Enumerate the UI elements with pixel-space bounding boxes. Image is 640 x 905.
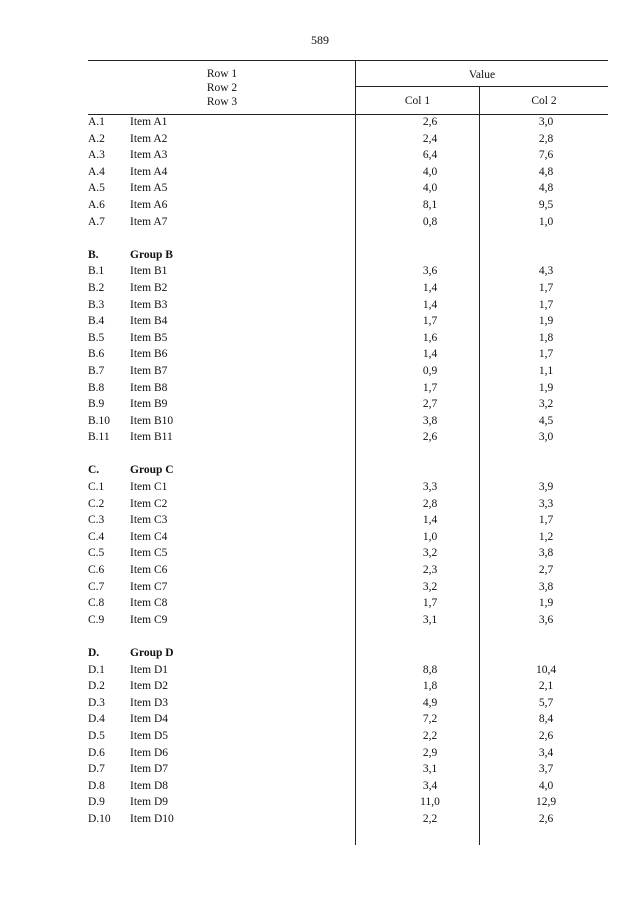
row-name: Item C2 (130, 497, 168, 510)
value-2020: 2,8 (538, 132, 554, 145)
table-row (88, 529, 608, 546)
row-number: C.1 (88, 481, 105, 494)
value-2020: 1,7 (538, 298, 554, 311)
value-2020: 1,7 (538, 514, 554, 527)
header-name-line-1: Row 1 (206, 68, 238, 80)
section-spacer (88, 230, 608, 247)
row-name: Item D2 (130, 680, 169, 693)
section-title: Group C (130, 464, 174, 477)
table-row (88, 114, 608, 131)
row-number: C.9 (88, 613, 105, 626)
row-number: D.2 (88, 680, 105, 693)
value-2019: 8,1 (422, 198, 438, 211)
value-2019: 2,6 (422, 116, 438, 128)
table-row (88, 396, 608, 413)
row-number: B.2 (88, 281, 105, 294)
row-name: Item B6 (130, 348, 168, 361)
row-name: Item D6 (130, 746, 169, 759)
table-row (88, 745, 608, 762)
value-2020: 1,7 (538, 281, 554, 294)
value-2020: 3,9 (538, 481, 554, 494)
value-2020: 3,7 (538, 763, 554, 776)
row-number: C.3 (88, 514, 105, 527)
table-row (88, 363, 608, 380)
value-2020: 1,7 (538, 348, 554, 361)
section-number: B. (88, 248, 99, 261)
value-2020: 8,4 (538, 713, 554, 726)
table-row (88, 695, 608, 712)
row-name: Item D7 (130, 763, 169, 776)
value-2020: 2,1 (538, 680, 554, 693)
table-row (88, 131, 608, 148)
table-row (88, 180, 608, 197)
row-name: Item B11 (130, 431, 173, 444)
row-number: B.5 (88, 331, 105, 344)
row-number: B.6 (88, 348, 105, 361)
header-name-line-2: Row 2 (206, 82, 238, 94)
value-2019: 1,7 (422, 315, 438, 328)
table-row (88, 346, 608, 363)
value-2020: 4,5 (538, 414, 554, 427)
section-heading (88, 645, 608, 662)
row-number: D.3 (88, 696, 105, 709)
row-number: C.8 (88, 597, 105, 610)
row-name: Item C7 (130, 580, 168, 593)
row-name: Item C3 (130, 514, 168, 527)
table-row (88, 811, 608, 828)
value-2020: 5,7 (538, 696, 554, 709)
value-2019: 2,8 (422, 497, 438, 510)
table-row (88, 545, 608, 562)
table-row (88, 512, 608, 529)
header-sum-label: Value (468, 69, 496, 81)
value-2019: 2,2 (422, 812, 438, 825)
row-number: D.7 (88, 763, 105, 776)
page-number: 589 (311, 33, 329, 47)
row-name: Item D10 (130, 812, 174, 825)
table-row (88, 761, 608, 778)
value-2020: 4,0 (538, 779, 554, 792)
table-row (88, 297, 608, 314)
row-name: Item A4 (130, 165, 168, 178)
value-2019: 0,8 (422, 215, 438, 228)
value-2020: 1,8 (538, 331, 554, 344)
row-number: D.10 (88, 812, 111, 825)
value-2019: 4,9 (422, 696, 438, 709)
section-number: D. (88, 647, 100, 659)
row-name: Item C1 (130, 481, 168, 494)
value-2019: 3,3 (422, 481, 438, 494)
table-body (88, 114, 608, 828)
row-number: C.4 (88, 530, 105, 543)
row-name: Item B10 (130, 414, 174, 427)
row-name: Item C5 (130, 547, 168, 560)
table-row (88, 678, 608, 695)
row-number: B.4 (88, 315, 105, 328)
value-2020: 3,8 (538, 547, 554, 560)
row-number: A.7 (88, 215, 105, 228)
value-2020: 3,0 (538, 116, 554, 128)
table-row (88, 662, 608, 679)
row-number: A.6 (88, 198, 105, 211)
row-name: Item C8 (130, 597, 168, 610)
row-number: B.8 (88, 381, 105, 394)
value-2020: 3,4 (538, 746, 554, 759)
value-2019: 3,2 (422, 580, 438, 593)
value-2019: 2,9 (422, 746, 438, 759)
value-2020: 1,9 (538, 597, 554, 610)
value-2020: 12,9 (535, 796, 557, 809)
section-spacer (88, 446, 608, 463)
value-2020: 7,6 (538, 149, 554, 162)
row-name: Item A2 (130, 132, 168, 145)
row-number: B.11 (88, 431, 110, 444)
section-heading (88, 247, 608, 264)
value-2020: 4,8 (538, 182, 554, 195)
row-number: D.5 (88, 729, 105, 742)
row-name: Item B3 (130, 298, 168, 311)
value-2020: 4,8 (538, 165, 554, 178)
row-number: C.7 (88, 580, 105, 593)
value-2019: 2,6 (422, 431, 438, 444)
row-number: A.2 (88, 132, 105, 145)
table-row (88, 147, 608, 164)
value-2019: 3,1 (422, 613, 438, 626)
value-2020: 2,6 (538, 729, 554, 742)
value-2019: 2,4 (422, 132, 438, 145)
value-2019: 8,8 (422, 663, 438, 676)
table-row (88, 164, 608, 181)
value-2020: 1,2 (538, 530, 554, 543)
row-name: Item A3 (130, 149, 168, 162)
value-2019: 1,6 (422, 331, 438, 344)
row-number: B.3 (88, 298, 105, 311)
value-2020: 1,9 (538, 381, 554, 394)
section-number: C. (88, 464, 100, 477)
row-name: Item C6 (130, 564, 168, 577)
section-title: Group B (130, 248, 173, 261)
row-name: Item A7 (130, 215, 168, 228)
row-number: C.5 (88, 547, 105, 560)
value-2019: 1,7 (422, 597, 438, 610)
row-number: A.3 (88, 149, 105, 162)
row-number: B.7 (88, 364, 105, 377)
table-row (88, 778, 608, 795)
value-2019: 3,1 (422, 763, 438, 776)
row-name: Item B4 (130, 315, 168, 328)
row-name: Item B8 (130, 381, 168, 394)
row-number: D.9 (88, 796, 105, 809)
row-number: A.5 (88, 182, 105, 195)
row-name: Item B9 (130, 398, 168, 411)
value-2020: 3,2 (538, 398, 554, 411)
table-row (88, 496, 608, 513)
row-name: Item C9 (130, 613, 168, 626)
value-2019: 11,0 (420, 796, 440, 809)
value-2019: 6,4 (422, 149, 438, 162)
table-row (88, 313, 608, 330)
row-name: Item D9 (130, 796, 169, 809)
value-2020: 1,0 (538, 215, 554, 228)
row-number: B.9 (88, 398, 105, 411)
value-2019: 0,9 (422, 364, 438, 377)
row-number: D.4 (88, 713, 105, 726)
value-2020: 4,3 (538, 265, 554, 278)
value-2019: 2,3 (422, 564, 438, 577)
value-2020: 9,5 (538, 198, 554, 211)
value-2019: 3,6 (422, 265, 438, 278)
value-2019: 3,4 (422, 779, 438, 792)
header-year-2020: Col 2 (531, 95, 557, 107)
row-name: Item B5 (130, 331, 168, 344)
value-2019: 1,8 (422, 680, 438, 693)
table-row (88, 280, 608, 297)
header-year-2019: Col 1 (404, 95, 431, 107)
row-number: D.6 (88, 746, 105, 759)
table-row (88, 711, 608, 728)
value-2020: 10,4 (535, 663, 557, 676)
section-spacer (88, 628, 608, 645)
row-number: D.1 (88, 663, 105, 676)
value-2020: 3,8 (538, 580, 554, 593)
table-row (88, 612, 608, 629)
value-2019: 1,4 (422, 348, 438, 361)
section-heading (88, 462, 608, 479)
row-name: Item C4 (130, 530, 168, 543)
header-name-column (92, 67, 352, 109)
row-number: C.2 (88, 497, 105, 510)
value-2020: 2,7 (538, 564, 554, 577)
row-name: Item D4 (130, 713, 169, 726)
table-row (88, 479, 608, 496)
row-name: Item B2 (130, 281, 168, 294)
section-title: Group D (130, 647, 174, 659)
table-row (88, 562, 608, 579)
value-2020: 1,9 (538, 315, 554, 328)
row-name: Item D5 (130, 729, 169, 742)
table-row (88, 728, 608, 745)
header-mid-rule (355, 86, 608, 87)
row-name: Item D8 (130, 779, 169, 792)
value-2020: 3,0 (538, 431, 554, 444)
table-row (88, 429, 608, 446)
value-2019: 1,4 (422, 514, 438, 527)
value-2019: 7,2 (422, 713, 438, 726)
value-2019: 4,0 (422, 182, 438, 195)
header-top-rule (88, 60, 608, 61)
table-row (88, 579, 608, 596)
value-2019: 3,8 (422, 414, 438, 427)
table-row (88, 330, 608, 347)
row-number: A.1 (88, 116, 105, 128)
row-name: Item D3 (130, 696, 169, 709)
value-2019: 1,4 (422, 298, 438, 311)
value-2019: 3,2 (422, 547, 438, 560)
table-row (88, 794, 608, 811)
table-row (88, 413, 608, 430)
value-2019: 4,0 (422, 165, 438, 178)
row-name: Item B1 (130, 265, 168, 278)
row-name: Item A5 (130, 182, 168, 195)
row-name: Item B7 (130, 364, 168, 377)
table-row (88, 214, 608, 231)
row-number: A.4 (88, 165, 105, 178)
value-2019: 2,7 (422, 398, 438, 411)
table-row (88, 595, 608, 612)
row-number: D.8 (88, 779, 105, 792)
value-2019: 1,4 (422, 281, 438, 294)
table-row (88, 263, 608, 280)
table-row (88, 380, 608, 397)
row-number: B.1 (88, 265, 105, 278)
row-name: Item A1 (130, 116, 168, 128)
value-2020: 3,3 (538, 497, 554, 510)
row-name: Item D1 (130, 663, 169, 676)
row-number: B.10 (88, 414, 111, 427)
value-2019: 1,7 (422, 381, 438, 394)
value-2020: 1,1 (538, 364, 554, 377)
row-number: C.6 (88, 564, 105, 577)
value-2019: 1,0 (422, 530, 438, 543)
header-name-line-3: Row 3 (206, 96, 238, 108)
row-name: Item A6 (130, 198, 168, 211)
value-2020: 2,6 (538, 812, 554, 825)
value-2020: 3,6 (538, 613, 554, 626)
value-2019: 2,2 (422, 729, 438, 742)
table-row (88, 197, 608, 214)
